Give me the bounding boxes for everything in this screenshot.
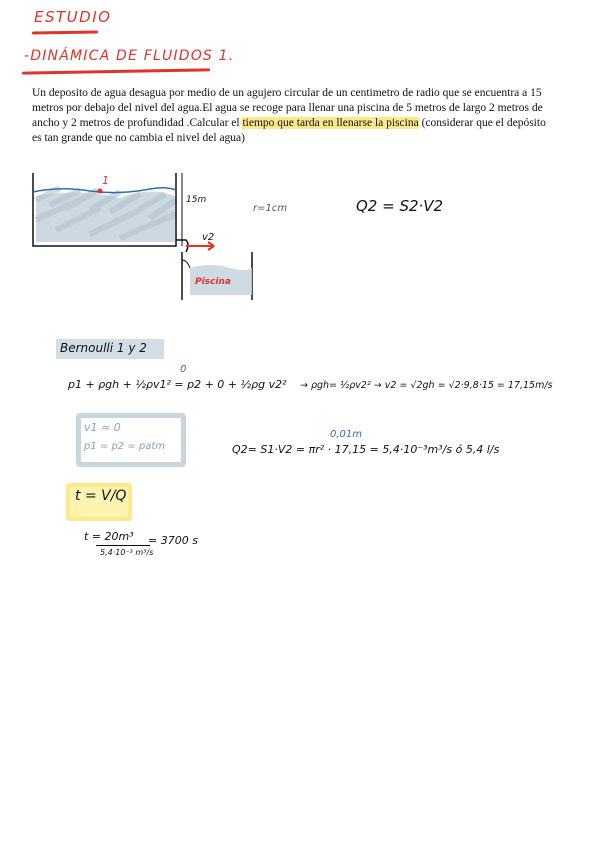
fraction-bar (96, 545, 150, 546)
page-title: ESTUDIO (34, 8, 112, 26)
radius-note: 0,01m (330, 429, 363, 440)
condition-velocity: v1 ≈ 0 (84, 421, 121, 434)
tank-diagram (0, 160, 600, 300)
flow-formula: Q2 = S2·V2 (356, 197, 444, 215)
section-title: -DINÁMICA DE FLUIDOS 1. (24, 48, 235, 64)
velocity-label: v2 (202, 232, 215, 243)
title-underline (32, 30, 98, 34)
bernoulli-zero-note: 0 (180, 364, 187, 375)
problem-text-before: Un deposito de agua desagua por medio de un agujero circular de un centimetro de radio que se encuentra a 15 metros por debajo del nivel del agua.El agua se recoge para llenar una piscina de 5 metros de largo 2 metros de ancho y 2 metros de profundidad .Calcular el (32, 87, 543, 129)
problem-statement (32, 86, 552, 146)
pool-label: Piscina (195, 277, 231, 287)
point-1-label: 1 (102, 174, 109, 187)
subtitle-underline (22, 68, 210, 74)
radius-label: r=1cm (253, 203, 288, 214)
section-label: Bernoulli 1 y 2 (60, 341, 147, 355)
point-1-marker (98, 189, 103, 194)
outlet-stream (182, 260, 190, 268)
time-denominator: 5,4·10⁻³ m³/s (100, 548, 154, 557)
flow-calculation: Q2= S1·V2 = πr² · 17,15 = 5,4·10⁻³m³/s ó 5,4 l/s (232, 443, 500, 456)
time-formula: t = V/Q (75, 488, 127, 504)
problem-text-after: (considerar que el depósito es tan grande que no cambia el nivel del agua) (32, 117, 546, 144)
problem-highlight: tiempo que tarda en llenarse la piscina (242, 117, 419, 129)
depth-label: 15m (186, 195, 207, 205)
water-fill (36, 188, 176, 242)
bernoulli-result: → ρgh= ½ρv2² → v2 = √2gh = √2·9,8·15 = 17,15m/s (300, 380, 553, 391)
time-result: = 3700 s (148, 534, 198, 547)
bernoulli-equation: p1 + ρgh + ½ρv1² = p2 + 0 + ½ρg v2² (68, 378, 287, 391)
time-numerator: t = 20m³ (84, 530, 134, 543)
condition-pressure: p1 = p2 = patm (84, 441, 166, 452)
